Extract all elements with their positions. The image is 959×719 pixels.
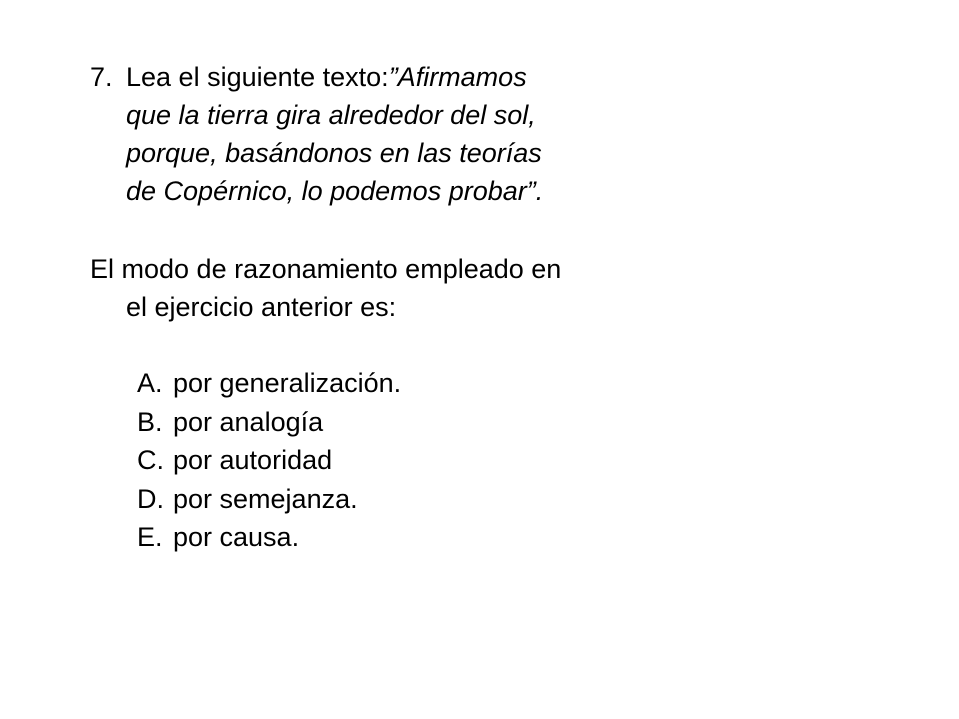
- option-c: [137, 441, 401, 480]
- option-a: [137, 364, 401, 403]
- option-letter: E.: [137, 522, 163, 552]
- option-letter: D.: [137, 483, 164, 514]
- option-b: [137, 403, 401, 442]
- option-text: por analogía: [173, 406, 324, 437]
- option-e: [137, 518, 401, 557]
- answer-options: [137, 364, 401, 557]
- quote-line-1: ”Afirmamos: [388, 62, 527, 92]
- quote-line-2: que la tierra gira alrededor del sol,: [126, 100, 536, 130]
- option-letter: B.: [137, 406, 163, 437]
- stem-line-2: el ejercicio anterior es:: [126, 292, 397, 322]
- question-intro: Lea el siguiente texto:: [126, 62, 389, 92]
- quote-line-4: de Copérnico, lo podemos probar”.: [126, 176, 544, 206]
- stem-line-1: El modo de razonamiento empleado en: [90, 254, 562, 284]
- option-text: por semejanza.: [173, 483, 358, 514]
- option-text: por generalización.: [173, 368, 402, 398]
- question-stem: [90, 250, 561, 326]
- option-text: por autoridad: [173, 445, 333, 475]
- question-line-1: [90, 58, 543, 96]
- question-number: 7.: [90, 62, 113, 92]
- question-text: [90, 58, 543, 210]
- option-d: [137, 480, 401, 519]
- option-letter: A.: [137, 368, 163, 398]
- option-text: por causa.: [173, 522, 300, 552]
- option-letter: C.: [137, 445, 164, 475]
- quote-line-3: porque, basándonos en las teorías: [126, 138, 542, 168]
